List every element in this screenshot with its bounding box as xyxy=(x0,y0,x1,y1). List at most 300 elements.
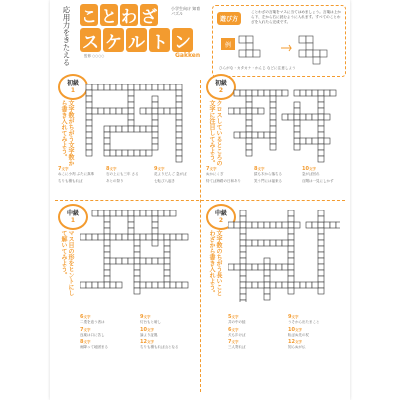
grid-cell[interactable] xyxy=(228,108,234,114)
grid-cell[interactable] xyxy=(176,114,182,120)
grid-cell[interactable] xyxy=(246,114,252,120)
grid-cell[interactable] xyxy=(282,114,288,120)
grid-cell[interactable] xyxy=(128,258,134,264)
grid-cell[interactable] xyxy=(170,84,176,90)
grid-cell[interactable] xyxy=(164,234,170,240)
grid-cell[interactable] xyxy=(122,108,128,114)
grid-cell[interactable] xyxy=(264,222,270,228)
grid-cell[interactable] xyxy=(134,270,140,276)
grid-cell[interactable] xyxy=(234,108,240,114)
grid-cell[interactable] xyxy=(270,240,276,246)
grid-cell[interactable] xyxy=(264,282,270,288)
grid-cell[interactable] xyxy=(318,240,324,246)
grid-cell[interactable] xyxy=(134,210,140,216)
grid-cell[interactable] xyxy=(246,150,252,156)
grid-cell[interactable] xyxy=(152,126,158,132)
grid-cell[interactable] xyxy=(152,282,158,288)
grid-cell[interactable] xyxy=(252,132,258,138)
grid-cell[interactable] xyxy=(294,222,300,228)
grid-cell[interactable] xyxy=(324,222,330,228)
grid-cell[interactable] xyxy=(318,216,324,222)
grid-cell[interactable] xyxy=(146,234,152,240)
grid-cell[interactable] xyxy=(134,252,140,258)
grid-cell[interactable] xyxy=(170,282,176,288)
grid-cell[interactable] xyxy=(288,282,294,288)
grid-cell[interactable] xyxy=(134,246,140,252)
grid-cell[interactable] xyxy=(318,138,324,144)
grid-cell[interactable] xyxy=(294,126,300,132)
grid-cell[interactable] xyxy=(318,282,324,288)
grid-cell[interactable] xyxy=(146,210,152,216)
grid-cell[interactable] xyxy=(104,240,110,246)
grid-cell[interactable] xyxy=(176,156,182,162)
grid-cell[interactable] xyxy=(128,228,134,234)
grid-cell[interactable] xyxy=(158,234,164,240)
grid-cell[interactable] xyxy=(104,228,110,234)
grid-cell[interactable] xyxy=(116,210,122,216)
grid-cell[interactable] xyxy=(104,258,110,264)
grid-cell[interactable] xyxy=(318,210,324,216)
grid-cell[interactable] xyxy=(228,264,234,270)
grid-cell[interactable] xyxy=(270,138,276,144)
grid-cell[interactable] xyxy=(234,222,240,228)
grid-cell[interactable] xyxy=(294,144,300,150)
grid-cell[interactable] xyxy=(324,138,330,144)
grid-cell[interactable] xyxy=(170,234,176,240)
grid-cell[interactable] xyxy=(176,144,182,150)
grid-cell[interactable] xyxy=(318,108,324,114)
grid-cell[interactable] xyxy=(246,264,252,270)
grid-cell[interactable] xyxy=(300,138,306,144)
grid-cell[interactable] xyxy=(152,222,158,228)
grid-cell[interactable] xyxy=(330,90,336,96)
grid-cell[interactable] xyxy=(288,288,294,294)
grid-cell[interactable] xyxy=(104,216,110,222)
grid-cell[interactable] xyxy=(276,222,282,228)
grid-cell[interactable] xyxy=(246,126,252,132)
grid-cell[interactable] xyxy=(258,240,264,246)
grid-cell[interactable] xyxy=(312,90,318,96)
crossword-grid[interactable] xyxy=(228,84,340,164)
grid-cell[interactable] xyxy=(306,114,312,120)
grid-cell[interactable] xyxy=(182,234,188,240)
grid-cell[interactable] xyxy=(104,252,110,258)
grid-cell[interactable] xyxy=(294,114,300,120)
grid-cell[interactable] xyxy=(86,132,92,138)
grid-cell[interactable] xyxy=(152,240,158,246)
grid-cell[interactable] xyxy=(234,90,240,96)
grid-cell[interactable] xyxy=(176,282,182,288)
grid-cell[interactable] xyxy=(104,246,110,252)
grid-cell[interactable] xyxy=(164,264,170,270)
grid-cell[interactable] xyxy=(318,120,324,126)
grid-cell[interactable] xyxy=(110,234,116,240)
grid-cell[interactable] xyxy=(240,228,246,234)
grid-cell[interactable] xyxy=(300,282,306,288)
grid-cell[interactable] xyxy=(282,222,288,228)
grid-cell[interactable] xyxy=(158,84,164,90)
grid-cell[interactable] xyxy=(146,258,152,264)
grid-cell[interactable] xyxy=(152,114,158,120)
grid-cell[interactable] xyxy=(104,270,110,276)
grid-cell[interactable] xyxy=(294,90,300,96)
grid-cell[interactable] xyxy=(234,132,240,138)
grid-cell[interactable] xyxy=(270,144,276,150)
grid-cell[interactable] xyxy=(264,276,270,282)
grid-cell[interactable] xyxy=(152,108,158,114)
grid-cell[interactable] xyxy=(324,114,330,120)
grid-cell[interactable] xyxy=(294,102,300,108)
grid-cell[interactable] xyxy=(122,126,128,132)
grid-cell[interactable] xyxy=(264,90,270,96)
grid-cell[interactable] xyxy=(294,120,300,126)
grid-cell[interactable] xyxy=(246,132,252,138)
grid-cell[interactable] xyxy=(318,264,324,270)
grid-cell[interactable] xyxy=(80,234,86,240)
grid-cell[interactable] xyxy=(282,90,288,96)
grid-cell[interactable] xyxy=(318,246,324,252)
grid-cell[interactable] xyxy=(128,114,134,120)
grid-cell[interactable] xyxy=(80,282,86,288)
grid-cell[interactable] xyxy=(318,252,324,258)
grid-cell[interactable] xyxy=(270,90,276,96)
grid-cell[interactable] xyxy=(176,150,182,156)
grid-cell[interactable] xyxy=(324,90,330,96)
grid-cell[interactable] xyxy=(282,264,288,270)
grid-cell[interactable] xyxy=(86,108,92,114)
grid-cell[interactable] xyxy=(86,96,92,102)
grid-cell[interactable] xyxy=(86,282,92,288)
grid-cell[interactable] xyxy=(104,108,110,114)
grid-cell[interactable] xyxy=(312,222,318,228)
grid-cell[interactable] xyxy=(176,96,182,102)
grid-cell[interactable] xyxy=(288,216,294,222)
grid-cell[interactable] xyxy=(104,282,110,288)
grid-cell[interactable] xyxy=(152,228,158,234)
crossword-grid[interactable] xyxy=(80,210,192,302)
grid-cell[interactable] xyxy=(234,264,240,270)
grid-cell[interactable] xyxy=(92,108,98,114)
grid-cell[interactable] xyxy=(128,84,134,90)
grid-cell[interactable] xyxy=(318,288,324,294)
grid-cell[interactable] xyxy=(128,234,134,240)
grid-cell[interactable] xyxy=(246,240,252,246)
grid-cell[interactable] xyxy=(98,282,104,288)
grid-cell[interactable] xyxy=(276,264,282,270)
grid-cell[interactable] xyxy=(176,90,182,96)
grid-cell[interactable] xyxy=(252,240,258,246)
grid-cell[interactable] xyxy=(282,240,288,246)
grid-cell[interactable] xyxy=(276,90,282,96)
grid-cell[interactable] xyxy=(152,234,158,240)
grid-cell[interactable] xyxy=(240,132,246,138)
grid-cell[interactable] xyxy=(288,276,294,282)
grid-cell[interactable] xyxy=(140,126,146,132)
grid-cell[interactable] xyxy=(306,138,312,144)
grid-cell[interactable] xyxy=(288,222,294,228)
grid-cell[interactable] xyxy=(270,282,276,288)
grid-cell[interactable] xyxy=(240,90,246,96)
grid-cell[interactable] xyxy=(116,234,122,240)
grid-cell[interactable] xyxy=(92,210,98,216)
grid-cell[interactable] xyxy=(306,222,312,228)
grid-cell[interactable] xyxy=(306,90,312,96)
grid-cell[interactable] xyxy=(134,276,140,282)
grid-cell[interactable] xyxy=(176,120,182,126)
grid-cell[interactable] xyxy=(318,132,324,138)
grid-cell[interactable] xyxy=(170,210,176,216)
grid-cell[interactable] xyxy=(318,156,324,162)
grid-cell[interactable] xyxy=(116,258,122,264)
grid-cell[interactable] xyxy=(252,108,258,114)
grid-cell[interactable] xyxy=(110,282,116,288)
grid-cell[interactable] xyxy=(264,132,270,138)
grid-cell[interactable] xyxy=(86,138,92,144)
grid-cell[interactable] xyxy=(152,102,158,108)
grid-cell[interactable] xyxy=(270,264,276,270)
grid-cell[interactable] xyxy=(318,126,324,132)
grid-cell[interactable] xyxy=(146,108,152,114)
grid-cell[interactable] xyxy=(312,138,318,144)
grid-cell[interactable] xyxy=(164,240,170,246)
grid-cell[interactable] xyxy=(288,258,294,264)
grid-cell[interactable] xyxy=(270,114,276,120)
grid-cell[interactable] xyxy=(86,102,92,108)
grid-cell[interactable] xyxy=(146,126,152,132)
grid-cell[interactable] xyxy=(128,96,134,102)
grid-cell[interactable] xyxy=(164,276,170,282)
grid-cell[interactable] xyxy=(164,210,170,216)
grid-cell[interactable] xyxy=(104,144,110,150)
grid-cell[interactable] xyxy=(246,102,252,108)
grid-cell[interactable] xyxy=(318,222,324,228)
grid-cell[interactable] xyxy=(110,108,116,114)
grid-cell[interactable] xyxy=(158,282,164,288)
grid-cell[interactable] xyxy=(110,210,116,216)
grid-cell[interactable] xyxy=(258,132,264,138)
grid-cell[interactable] xyxy=(140,108,146,114)
grid-cell[interactable] xyxy=(104,264,110,270)
grid-cell[interactable] xyxy=(288,252,294,258)
grid-cell[interactable] xyxy=(294,108,300,114)
grid-cell[interactable] xyxy=(134,84,140,90)
grid-cell[interactable] xyxy=(152,138,158,144)
grid-cell[interactable] xyxy=(92,234,98,240)
grid-cell[interactable] xyxy=(240,234,246,240)
grid-cell[interactable] xyxy=(176,108,182,114)
grid-cell[interactable] xyxy=(134,258,140,264)
grid-cell[interactable] xyxy=(128,222,134,228)
grid-cell[interactable] xyxy=(252,264,258,270)
grid-cell[interactable] xyxy=(264,270,270,276)
grid-cell[interactable] xyxy=(306,282,312,288)
grid-cell[interactable] xyxy=(164,258,170,264)
grid-cell[interactable] xyxy=(146,282,152,288)
grid-cell[interactable] xyxy=(86,90,92,96)
grid-cell[interactable] xyxy=(318,258,324,264)
grid-cell[interactable] xyxy=(240,300,246,302)
grid-cell[interactable] xyxy=(258,90,264,96)
grid-cell[interactable] xyxy=(240,276,246,282)
grid-cell[interactable] xyxy=(276,282,282,288)
grid-cell[interactable] xyxy=(92,282,98,288)
grid-cell[interactable] xyxy=(116,150,122,156)
grid-cell[interactable] xyxy=(98,234,104,240)
grid-cell[interactable] xyxy=(240,264,246,270)
grid-cell[interactable] xyxy=(128,216,134,222)
grid-cell[interactable] xyxy=(312,282,318,288)
grid-cell[interactable] xyxy=(270,132,276,138)
grid-cell[interactable] xyxy=(134,264,140,270)
grid-cell[interactable] xyxy=(152,258,158,264)
grid-cell[interactable] xyxy=(104,210,110,216)
grid-cell[interactable] xyxy=(110,150,116,156)
grid-cell[interactable] xyxy=(116,108,122,114)
grid-cell[interactable] xyxy=(116,126,122,132)
grid-cell[interactable] xyxy=(288,210,294,216)
grid-cell[interactable] xyxy=(264,288,270,294)
grid-cell[interactable] xyxy=(98,210,104,216)
grid-cell[interactable] xyxy=(318,114,324,120)
grid-cell[interactable] xyxy=(240,288,246,294)
grid-cell[interactable] xyxy=(246,222,252,228)
grid-cell[interactable] xyxy=(122,210,128,216)
grid-cell[interactable] xyxy=(86,120,92,126)
grid-cell[interactable] xyxy=(176,102,182,108)
grid-cell[interactable] xyxy=(240,240,246,246)
grid-cell[interactable] xyxy=(128,102,134,108)
grid-cell[interactable] xyxy=(152,96,158,102)
grid-cell[interactable] xyxy=(170,108,176,114)
grid-cell[interactable] xyxy=(176,132,182,138)
grid-cell[interactable] xyxy=(246,96,252,102)
grid-cell[interactable] xyxy=(288,240,294,246)
grid-cell[interactable] xyxy=(134,234,140,240)
grid-cell[interactable] xyxy=(104,84,110,90)
grid-cell[interactable] xyxy=(288,264,294,270)
grid-cell[interactable] xyxy=(86,234,92,240)
grid-cell[interactable] xyxy=(140,234,146,240)
grid-cell[interactable] xyxy=(228,222,234,228)
grid-cell[interactable] xyxy=(318,150,324,156)
grid-cell[interactable] xyxy=(86,126,92,132)
grid-cell[interactable] xyxy=(116,84,122,90)
grid-cell[interactable] xyxy=(134,282,140,288)
grid-cell[interactable] xyxy=(164,282,170,288)
grid-cell[interactable] xyxy=(270,126,276,132)
grid-cell[interactable] xyxy=(134,240,140,246)
grid-cell[interactable] xyxy=(240,246,246,252)
grid-cell[interactable] xyxy=(134,150,140,156)
grid-cell[interactable] xyxy=(152,132,158,138)
grid-cell[interactable] xyxy=(240,108,246,114)
grid-cell[interactable] xyxy=(140,258,146,264)
grid-cell[interactable] xyxy=(128,150,134,156)
grid-cell[interactable] xyxy=(98,84,104,90)
grid-cell[interactable] xyxy=(98,108,104,114)
grid-cell[interactable] xyxy=(140,282,146,288)
grid-cell[interactable] xyxy=(104,138,110,144)
grid-cell[interactable] xyxy=(288,114,294,120)
grid-cell[interactable] xyxy=(240,216,246,222)
grid-cell[interactable] xyxy=(176,234,182,240)
grid-cell[interactable] xyxy=(318,96,324,102)
grid-cell[interactable] xyxy=(240,222,246,228)
grid-cell[interactable] xyxy=(240,282,246,288)
grid-cell[interactable] xyxy=(116,282,122,288)
grid-cell[interactable] xyxy=(158,108,164,114)
grid-cell[interactable] xyxy=(282,282,288,288)
grid-cell[interactable] xyxy=(258,264,264,270)
grid-cell[interactable] xyxy=(128,108,134,114)
grid-cell[interactable] xyxy=(86,114,92,120)
grid-cell[interactable] xyxy=(270,102,276,108)
grid-cell[interactable] xyxy=(270,96,276,102)
grid-cell[interactable] xyxy=(140,150,146,156)
grid-cell[interactable] xyxy=(104,234,110,240)
grid-cell[interactable] xyxy=(152,84,158,90)
grid-cell[interactable] xyxy=(258,282,264,288)
grid-cell[interactable] xyxy=(152,120,158,126)
grid-cell[interactable] xyxy=(264,258,270,264)
grid-cell[interactable] xyxy=(164,246,170,252)
grid-cell[interactable] xyxy=(294,138,300,144)
grid-cell[interactable] xyxy=(104,222,110,228)
grid-cell[interactable] xyxy=(122,258,128,264)
grid-cell[interactable] xyxy=(276,240,282,246)
grid-cell[interactable] xyxy=(164,84,170,90)
grid-cell[interactable] xyxy=(318,270,324,276)
grid-cell[interactable] xyxy=(246,108,252,114)
grid-cell[interactable] xyxy=(110,84,116,90)
grid-cell[interactable] xyxy=(240,294,246,300)
grid-cell[interactable] xyxy=(104,132,110,138)
grid-cell[interactable] xyxy=(128,126,134,132)
grid-cell[interactable] xyxy=(318,90,324,96)
grid-cell[interactable] xyxy=(134,288,140,294)
grid-cell[interactable] xyxy=(104,126,110,132)
grid-cell[interactable] xyxy=(270,120,276,126)
grid-cell[interactable] xyxy=(240,252,246,258)
grid-cell[interactable] xyxy=(92,84,98,90)
grid-cell[interactable] xyxy=(176,126,182,132)
grid-cell[interactable] xyxy=(164,252,170,258)
grid-cell[interactable] xyxy=(246,120,252,126)
grid-cell[interactable] xyxy=(252,282,258,288)
grid-cell[interactable] xyxy=(86,84,92,90)
grid-cell[interactable] xyxy=(270,108,276,114)
grid-cell[interactable] xyxy=(110,126,116,132)
grid-cell[interactable] xyxy=(176,138,182,144)
grid-cell[interactable] xyxy=(318,234,324,240)
grid-cell[interactable] xyxy=(294,282,300,288)
crossword-grid[interactable] xyxy=(228,210,340,302)
grid-cell[interactable] xyxy=(240,258,246,264)
grid-cell[interactable] xyxy=(288,234,294,240)
grid-cell[interactable] xyxy=(246,138,252,144)
grid-cell[interactable] xyxy=(122,234,128,240)
grid-cell[interactable] xyxy=(158,210,164,216)
grid-cell[interactable] xyxy=(122,150,128,156)
grid-cell[interactable] xyxy=(140,84,146,90)
grid-cell[interactable] xyxy=(294,132,300,138)
grid-cell[interactable] xyxy=(152,144,158,150)
grid-cell[interactable] xyxy=(128,120,134,126)
grid-cell[interactable] xyxy=(176,84,182,90)
grid-cell[interactable] xyxy=(300,90,306,96)
grid-cell[interactable] xyxy=(252,222,258,228)
grid-cell[interactable] xyxy=(246,90,252,96)
